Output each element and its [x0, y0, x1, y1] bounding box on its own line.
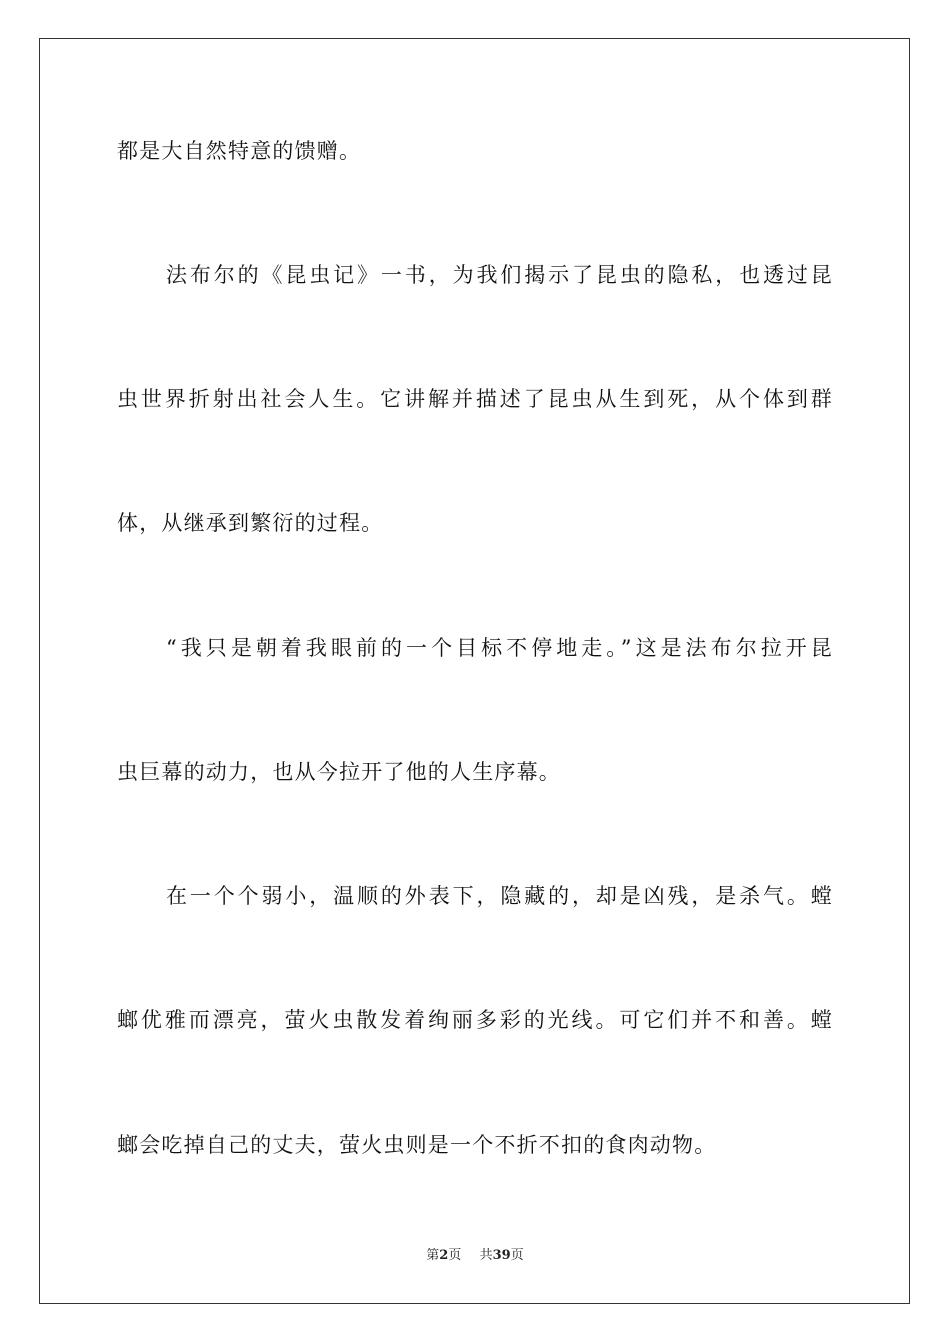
text-line-4: 体，从继承到繁衍的过程。	[117, 511, 384, 535]
page-footer	[0, 1247, 950, 1265]
text-line-7: 在一个个弱小，温顺的外表下，隐藏的，却是凶残，是杀气。螳	[166, 884, 833, 908]
footer-page-prefix: 第	[426, 1248, 440, 1263]
page-border	[39, 38, 910, 1304]
footer-total-prefix: 共	[479, 1248, 493, 1263]
footer-page-suffix: 页	[448, 1248, 462, 1263]
footer-page-number: 2	[439, 1248, 449, 1263]
text-line-9: 螂会吃掉自己的丈夫，萤火虫则是一个不折不扣的食肉动物。	[117, 1133, 717, 1157]
text-line-3: 虫世界折射出社会人生。它讲解并描述了昆虫从生到死，从个体到群	[117, 387, 833, 411]
text-line-5: “我只是朝着我眼前的一个目标不停地走。”这是法布尔拉开昆	[166, 636, 833, 660]
footer-total-pages: 39	[492, 1248, 511, 1263]
text-line-6: 虫巨幕的动力，也从今拉开了他的人生序幕。	[117, 760, 561, 784]
footer-total-suffix: 页	[510, 1248, 524, 1263]
text-line-2: 法布尔的《昆虫记》一书，为我们揭示了昆虫的隐私，也透过昆	[166, 263, 833, 287]
text-line-8: 螂优雅而漂亮，萤火虫散发着绚丽多彩的光线。可它们并不和善。螳	[117, 1008, 833, 1032]
text-line-1: 都是大自然特意的馈赠。	[117, 139, 362, 163]
